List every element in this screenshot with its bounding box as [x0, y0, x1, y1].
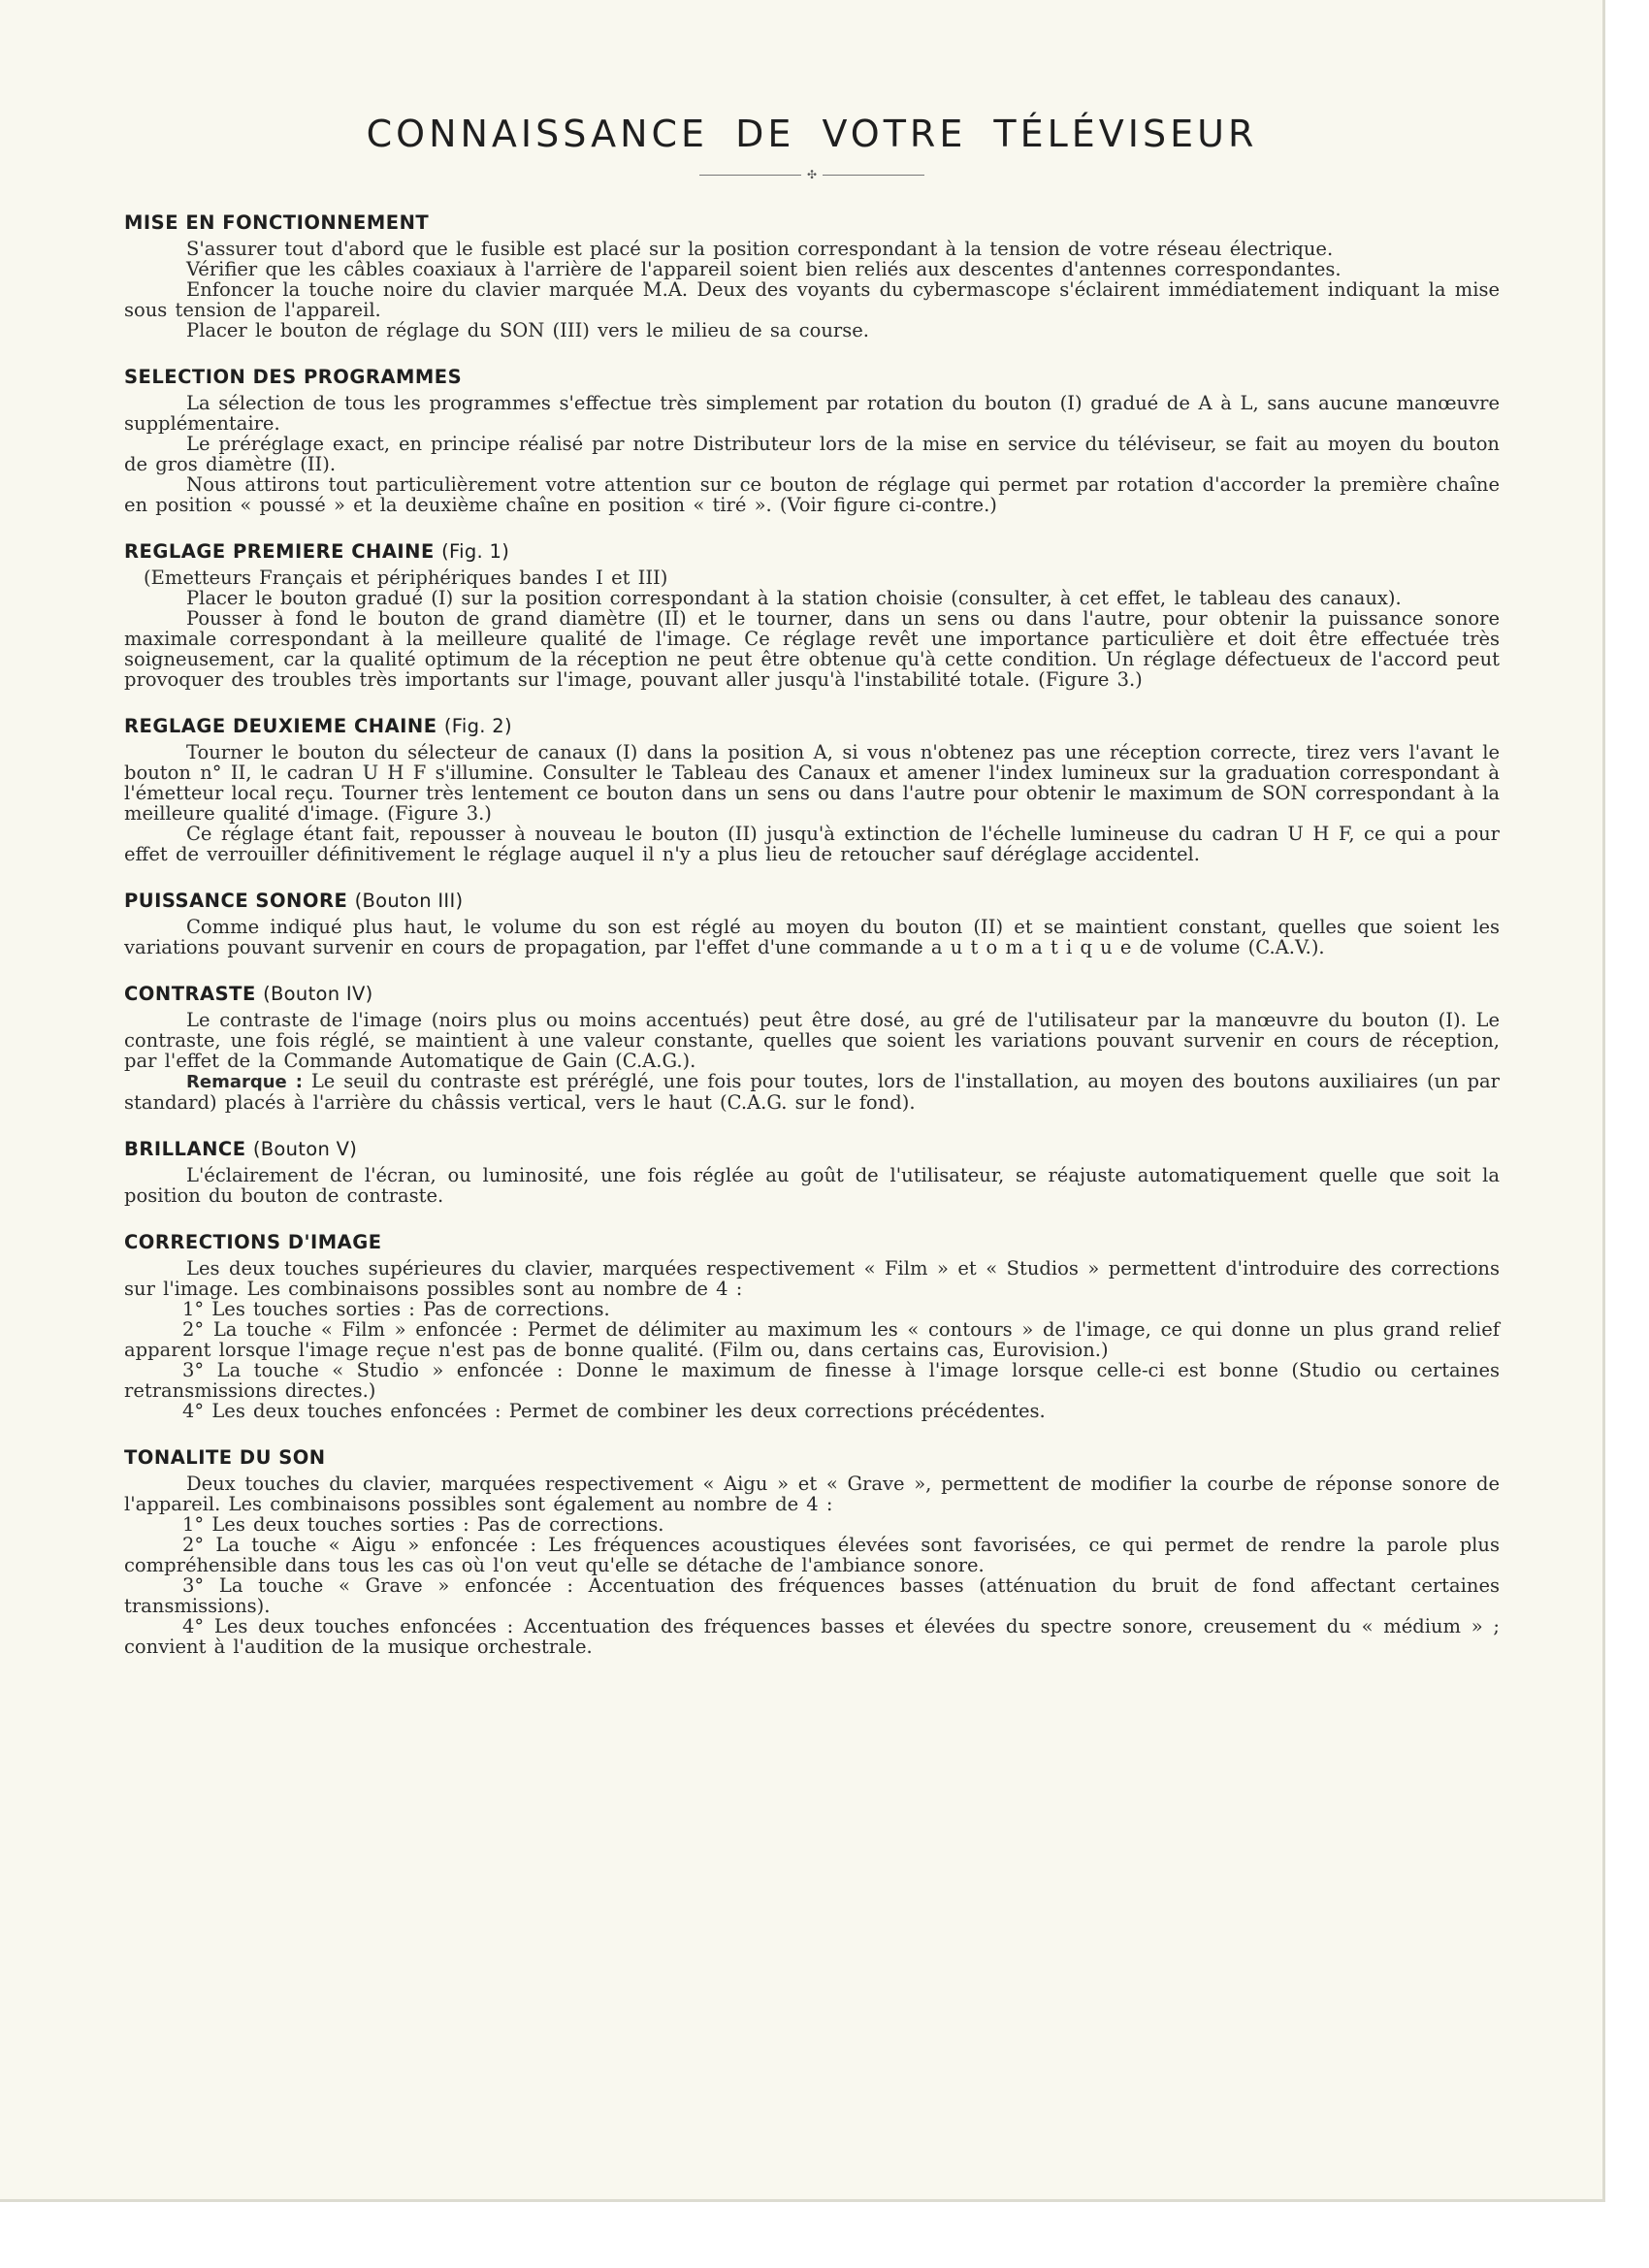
list-item: 2° La touche « Aigu » enfoncée : Les fréquences acoustiques élevées sont favorisées, ce qui permet de rendre la parole plus compréhensible dans tous les cas où l'on veut qu'elle se détache de l'ambiance sonore. [124, 1534, 1500, 1576]
paragraph-note: (Emetteurs Français et périphériques bandes I et III) [144, 567, 668, 589]
list-item: 3° La touche « Grave » enfoncée : Accentuation des fréquences basses (atténuation du bruit de fond affectant certaines transmissions). [124, 1574, 1500, 1617]
section-heading-reference: (Fig. 1) [441, 540, 510, 563]
paragraph: Le préréglage exact, en principe réalisé par notre Distributeur lors de la mise en service du téléviseur, se fait au moyen du bouton de gros diamètre (II). [124, 433, 1500, 475]
section-contraste [124, 983, 1500, 1113]
paragraph: Ce réglage étant fait, repousser à nouveau le bouton (II) jusqu'à extinction de l'échelle lumineuse du cadran U H F, ce qui a pour effet de verrouiller définitivement le réglage auquel il n'y a plus lieu de retoucher sauf déréglage accidentel. [124, 823, 1500, 865]
paragraph: Vérifier que les câbles coaxiaux à l'arrière de l'appareil soient bien reliés aux descentes d'antennes correspondantes. [186, 258, 1342, 280]
section-heading [124, 983, 1500, 1005]
section-brillance [124, 1138, 1500, 1206]
paragraph: Le contraste de l'image (noirs plus ou moins accentués) peut être dosé, au gré de l'utilisateur par la manœuvre du bouton (I). Le contraste, une fois réglé, se maintient à une valeur constante, quelles que soient les variations pouvant survenir en cours de réception, par l'effet de la Commande Automatique de Gain (C.A.G.). [124, 1009, 1500, 1072]
list-item: 4° Les deux touches enfoncées : Accentuation des fréquences basses et élevées du spectre sonore, creusement du « médium » ; convient à l'audition de la musique orchestrale. [124, 1615, 1500, 1658]
list-item: 1° Les touches sorties : Pas de corrections. [182, 1298, 610, 1320]
section-heading-title: CONTRASTE [124, 983, 256, 1005]
remark-text: Le seuil du contraste est préréglé, une fois pour toutes, lors de l'installation, au moyen des boutons auxiliaires (un par standard) placés à l'arrière du châssis vertical, vers le haut (C.A.G. sur le fond). [124, 1070, 1500, 1114]
section-heading-reference: (Bouton IV) [263, 983, 373, 1005]
list-item: 2° La touche « Film » enfoncée : Permet de délimiter au maximum les « contours » de l'image, ce qui donne un plus grand relief apparent lorsque l'image reçue n'est pas de bonne qualité. (Film ou, dans certains cas, Eurovision.) [124, 1318, 1500, 1361]
section-heading-title: PUISSANCE SONORE [124, 890, 348, 912]
section-heading: MISE EN FONCTIONNEMENT [124, 211, 430, 234]
section-heading-reference: (Bouton III) [354, 890, 464, 912]
section-corrections-d-image [124, 1231, 1500, 1421]
paragraph: Les deux touches supérieures du clavier, marquées respectivement « Film » et « Studios » permettent d'introduire des corrections sur l'image. Les combinaisons possibles sont au nombre de 4 : [124, 1257, 1500, 1300]
section-heading-title: BRILLANCE [124, 1138, 246, 1160]
list-item: 1° Les deux touches sorties : Pas de corrections. [182, 1513, 664, 1536]
paragraph: Comme indiqué plus haut, le volume du son est réglé au moyen du bouton (II) et se maintient constant, quelles que soient les variations pouvant survenir en cours de propagation, par l'effet d'une commande a u t o m a t i q u e de volume (C.A.V.). [124, 916, 1500, 958]
title-ornament [124, 169, 1500, 180]
section-heading: CORRECTIONS D'IMAGE [124, 1231, 382, 1253]
ornament-line-right [823, 175, 924, 176]
remark-paragraph [124, 1071, 1500, 1113]
section-heading: SELECTION DES PROGRAMMES [124, 366, 463, 388]
section-heading-title: REGLAGE DEUXIEME CHAINE [124, 715, 437, 737]
paragraph: S'assurer tout d'abord que le fusible est placé sur la position correspondant à la tension de votre réseau électrique. [186, 238, 1334, 260]
section-heading-reference: (Bouton V) [252, 1138, 358, 1160]
paragraph: Nous attirons tout particulièrement votre attention sur ce bouton de réglage qui permet par rotation d'accorder la première chaîne en position « poussé » et la deuxième chaîne en position « tiré ». (Voir figure ci-contre.) [124, 473, 1500, 516]
ornament-glyph: ✣ [806, 168, 818, 181]
paragraph: Placer le bouton de réglage du SON (III) vers le milieu de sa course. [186, 319, 869, 341]
section-heading [124, 715, 1500, 737]
ornament-line-left [699, 175, 801, 176]
section-puissance-sonore [124, 890, 1500, 957]
paragraph: Enfoncer la touche noire du clavier marquée M.A. Deux des voyants du cybermascope s'éclairent immédiatement indiquant la mise sous tension de l'appareil. [124, 278, 1500, 321]
section-heading [124, 1138, 1500, 1160]
section-heading: TONALITE DU SON [124, 1446, 326, 1469]
section-heading-reference: (Fig. 2) [443, 715, 512, 737]
remark-label: Remarque : [186, 1072, 303, 1092]
section-heading-title: REGLAGE PREMIERE CHAINE [124, 540, 435, 563]
list-item: 4° Les deux touches enfoncées : Permet de combiner les deux corrections précédentes. [182, 1400, 1046, 1422]
section-tonalite-du-son [124, 1446, 1500, 1657]
section-selection-des-programmes [124, 366, 1500, 515]
section-reglage-premiere-chaine [124, 540, 1500, 690]
paragraph: Pousser à fond le bouton de grand diamètre (II) et le tourner, dans un sens ou dans l'autre, pour obtenir la puissance sonore maximale correspondant à la meilleure qualité de l'image. Ce réglage revêt une importance particulière et doit être effectuée très soigneusement, car la qualité optimum de la réception ne peut être obtenue qu'à cette condition. Un réglage défectueux de l'accord peut provoquer des troubles très importants sur l'image, pouvant aller jusqu'à l'instabilité totale. (Figure 3.) [124, 607, 1500, 691]
paragraph: Placer le bouton gradué (I) sur la position correspondant à la station choisie (consulter, à cet effet, le tableau des canaux). [186, 587, 1402, 609]
list-item: 3° La touche « Studio » enfoncée : Donne le maximum de finesse à l'image lorsque celle-ci est bonne (Studio ou certaines retransmissions directes.) [124, 1359, 1500, 1402]
section-heading [124, 890, 1500, 912]
page-title: CONNAISSANCE DE VOTRE TÉLÉVISEUR [366, 113, 1258, 155]
section-reglage-deuxieme-chaine [124, 715, 1500, 864]
paragraph: L'éclairement de l'écran, ou luminosité, une fois réglée au goût de l'utilisateur, se réajuste automatiquement quelle que soit la position du bouton de contraste. [124, 1164, 1500, 1207]
paragraph: Tourner le bouton du sélecteur de canaux (I) dans la position A, si vous n'obtenez pas une réception correcte, tirez vers l'avant le bouton n° II, le cadran U H F s'illumine. Consulter le Tableau des Canaux et amener l'index lumineux sur la graduation correspondant à l'émetteur local reçu. Tourner très lentement ce bouton dans un sens ou dans l'autre pour obtenir le maximum de SON correspondant à la meilleure qualité d'image. (Figure 3.) [124, 741, 1500, 825]
paragraph: Deux touches du clavier, marquées respectivement « Aigu » et « Grave », permettent de modifier la courbe de réponse sonore de l'appareil. Les combinaisons possibles sont également au nombre de 4 : [124, 1473, 1500, 1515]
page-content [124, 107, 1500, 1682]
section-mise-en-fonctionnement [124, 211, 1500, 340]
paragraph: La sélection de tous les programmes s'effectue très simplement par rotation du bouton (I) gradué de A à L, sans aucune manœuvre supplémentaire. [124, 392, 1500, 435]
section-heading [124, 540, 1500, 563]
